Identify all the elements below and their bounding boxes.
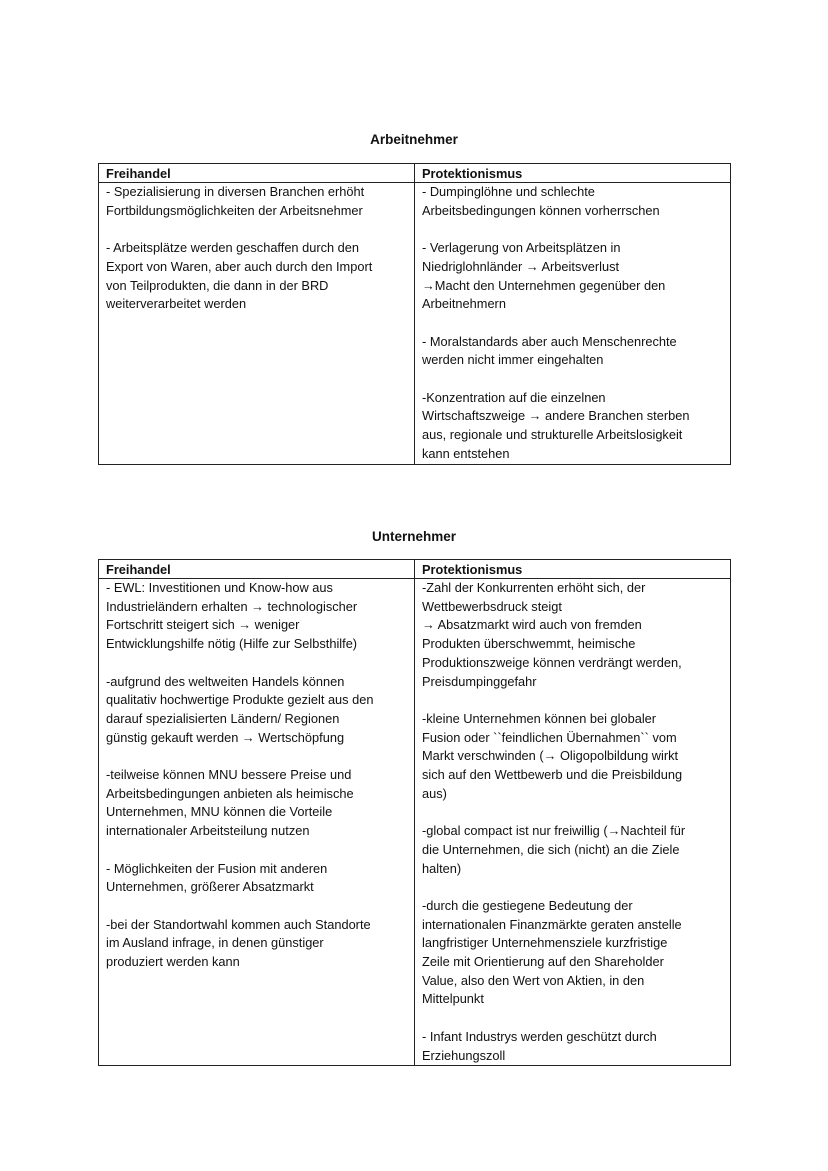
comparison-table-arbeitnehmer	[98, 163, 731, 465]
freihandel-point: - EWL: Investitionen und Know-how aus Industrieländern erhalten → technologischer Fortschritt steigert sich → weniger Entwicklungshilfe nötig (Hilfe zur Selbsthilfe)	[106, 580, 358, 652]
table-row	[99, 579, 731, 1066]
section-title-arbeitnehmer: Arbeitnehmer	[370, 132, 458, 147]
freihandel-point: - Spezialisierung in diversen Branchen erhöht Fortbildungsmöglichkeiten der Arbeitsnehmer	[106, 184, 365, 218]
table-row	[99, 183, 731, 465]
protektionismus-cell	[415, 579, 731, 1066]
table-header-row	[99, 164, 731, 183]
freihandel-cell	[99, 579, 415, 1066]
protektionismus-point: -Zahl der Konkurrenten erhöht sich, der Wettbewerbsdruck steigt → Absatzmarkt wird auch von fremden Produkten überschwemmt, heimische Produktionszweige können verdrängt werden, Preisdumpinggefahr	[422, 580, 682, 689]
protektionismus-point: - Infant Industrys werden geschützt durch Erziehungszoll	[422, 1028, 657, 1063]
freihandel-point: - Möglichkeiten der Fusion mit anderen Unternehmen, größerer Absatzmarkt	[106, 860, 328, 895]
freihandel-point: -teilweise können MNU bessere Preise und Arbeitsbedingungen anbieten als heimische Unternehmen, MNU können die Vorteile internationaler Arbeitsteilung nutzen	[106, 767, 354, 839]
protektionismus-point: -kleine Unternehmen können bei globaler Fusion oder ``feindlichen Übernahmen`` vom Markt verschwinden (→ Oligopolbildung wirkt sich auf den Wettbewerb und die Preisbildung aus)	[422, 710, 683, 801]
column-header-protektionismus: Protektionismus	[415, 560, 731, 579]
freihandel-point: -aufgrund des weltweiten Handels können qualitativ hochwertige Produkte gezielt aus den darauf spezialisierten Ländern/ Regionen günstig gekauft werden → Wertschöpfung	[106, 673, 374, 745]
freihandel-point: -bei der Standortwahl kommen auch Standorte im Ausland infrage, in denen günstiger produziert werden kann	[106, 916, 371, 969]
table-header-row	[99, 560, 731, 579]
comparison-table-unternehmer	[98, 559, 731, 1066]
protektionismus-point: -global compact ist nur freiwillig (→Nachteil für die Unternehmen, die sich (nicht) an die Ziele halten)	[422, 823, 686, 876]
column-header-freihandel: Freihandel	[99, 164, 415, 183]
column-header-protektionismus: Protektionismus	[415, 164, 731, 183]
column-header-freihandel: Freihandel	[99, 560, 415, 579]
section-title-unternehmer: Unternehmer	[371, 529, 457, 544]
protektionismus-point: - Moralstandards aber auch Menschenrechte werden nicht immer eingehalten	[422, 333, 677, 368]
freihandel-cell	[99, 183, 415, 465]
protektionismus-point: - Dumpinglöhne und schlechte Arbeitsbedingungen können vorherrschen	[422, 184, 660, 218]
freihandel-point: - Arbeitsplätze werden geschaffen durch den Export von Waren, aber auch durch den Import von Teilprodukten, die dann in der BRD weiterverarbeitet werden	[106, 240, 373, 312]
protektionismus-point: -durch die gestiegene Bedeutung der internationalen Finanzmärkte geraten anstelle langfristiger Unternehmensziele kurzfristige Zeile mit Orientierung auf den Shareholder Value, also den Wert von Aktien, in den Mittelpunkt	[422, 897, 682, 1007]
protektionismus-cell	[415, 183, 731, 465]
protektionismus-point: - Verlagerung von Arbeitsplätzen in Niedriglohnländer → Arbeitsverlust →Macht den Unternehmen gegenüber den Arbeitnehmern	[422, 240, 666, 312]
protektionismus-point: -Konzentration auf die einzelnen Wirtschaftszweige → andere Branchen sterben aus, regionale und strukturelle Arbeitslosigkeit kann entstehen	[422, 389, 690, 461]
